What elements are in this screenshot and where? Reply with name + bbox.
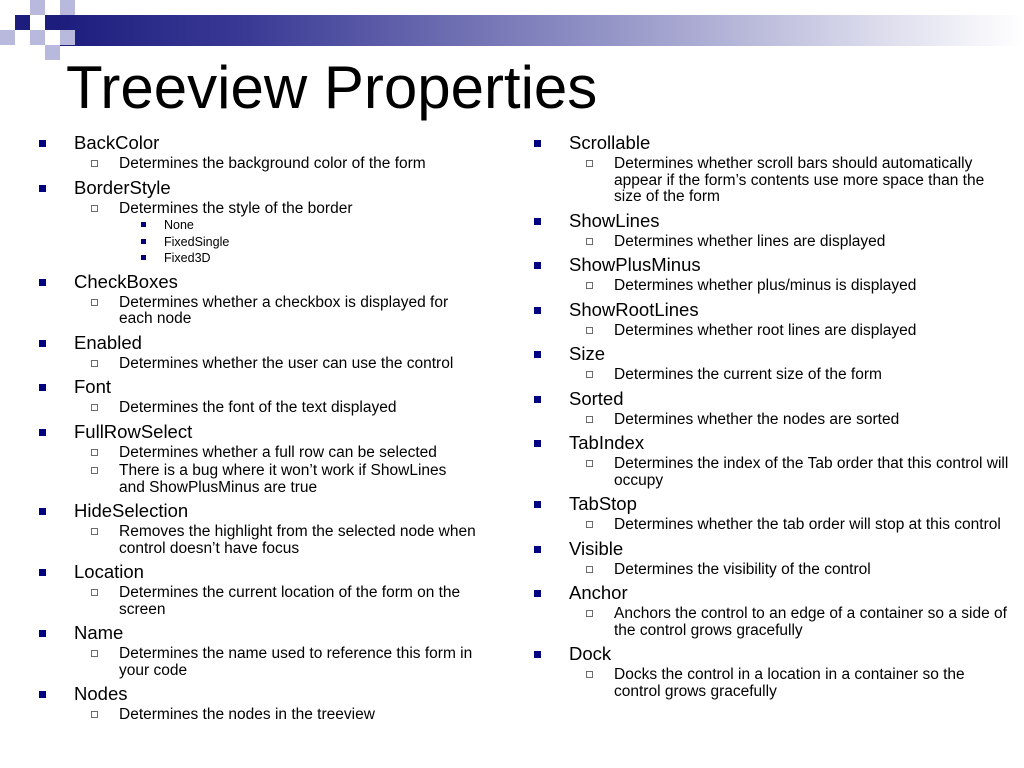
hollow-square-bullet-icon	[586, 371, 593, 378]
hollow-square-bullet-icon	[91, 360, 98, 367]
property-description-row	[74, 707, 476, 724]
hollow-square-bullet-icon	[586, 460, 593, 467]
property-description-row	[74, 156, 476, 173]
property-item	[531, 343, 1011, 384]
property-description-row	[569, 234, 1011, 251]
property-row	[74, 500, 476, 522]
square-bullet-icon	[39, 569, 46, 576]
property-name: CheckBoxes	[74, 270, 178, 292]
property-row	[74, 177, 476, 199]
property-description-row	[569, 323, 1011, 340]
square-bullet-icon	[39, 140, 46, 147]
property-item	[531, 493, 1011, 534]
property-option-row	[74, 217, 476, 234]
property-description-row	[569, 367, 1011, 384]
square-bullet-icon	[39, 185, 46, 192]
square-bullet-icon	[39, 429, 46, 436]
property-name: Location	[74, 561, 144, 582]
left-property-list	[36, 128, 476, 724]
square-bullet-icon	[39, 630, 46, 637]
property-item	[36, 561, 476, 618]
property-item	[36, 622, 476, 679]
property-name: Dock	[569, 643, 612, 664]
square-bullet-icon	[39, 691, 46, 698]
property-description-row	[74, 463, 476, 496]
property-item	[531, 432, 1011, 489]
property-row	[569, 388, 1011, 410]
square-bullet-icon	[39, 508, 46, 515]
property-name: Anchor	[569, 582, 628, 603]
property-name: FullRowSelect	[74, 420, 193, 442]
property-row	[569, 493, 1011, 515]
property-row	[74, 376, 476, 398]
square-bullet-icon	[534, 546, 541, 553]
property-description-row	[74, 356, 476, 373]
property-row	[569, 432, 1011, 454]
slide-title: Treeview Properties	[66, 54, 598, 121]
small-square-bullet-icon	[141, 239, 146, 244]
deco-square	[45, 45, 60, 60]
square-bullet-icon	[534, 351, 541, 358]
square-bullet-icon	[39, 340, 46, 347]
header-gradient-band	[60, 15, 1024, 46]
property-description-row	[569, 456, 1011, 489]
property-description: Docks the control in a location in a container so the control grows gracefully	[614, 666, 965, 700]
property-name: TabIndex	[569, 432, 645, 453]
property-description: Determines the name used to reference this form in your code	[119, 645, 473, 679]
property-description: Determines whether the tab order will stop at this control	[614, 516, 1001, 533]
hollow-square-bullet-icon	[586, 416, 593, 423]
property-description: Determines the index of the Tab order that this control will occupy	[614, 455, 1009, 489]
property-description: Determines whether the nodes are sorted	[614, 410, 900, 428]
property-row	[569, 643, 1011, 665]
property-row	[74, 332, 476, 354]
property-item	[531, 132, 1011, 206]
hollow-square-bullet-icon	[586, 610, 593, 617]
hollow-square-bullet-icon	[91, 404, 98, 411]
hollow-square-bullet-icon	[91, 205, 98, 212]
property-name: ShowPlusMinus	[569, 254, 701, 275]
hollow-square-bullet-icon	[91, 449, 98, 456]
property-item	[36, 421, 476, 497]
deco-square	[30, 30, 45, 45]
property-row	[74, 622, 476, 644]
property-name: HideSelection	[74, 500, 189, 521]
property-description: Determines whether a full row can be selected	[119, 443, 437, 461]
property-name: TabStop	[569, 493, 637, 514]
square-bullet-icon	[534, 307, 541, 314]
deco-square	[15, 15, 30, 30]
property-item	[36, 376, 476, 417]
hollow-square-bullet-icon	[91, 711, 98, 718]
property-row	[569, 538, 1011, 560]
property-description: Determines the nodes in the treeview	[119, 706, 375, 723]
property-row	[569, 582, 1011, 604]
property-description: There is a bug where it won’t work if ShowLines and ShowPlusMinus are true	[119, 462, 447, 496]
hollow-square-bullet-icon	[586, 238, 593, 245]
property-row	[569, 132, 1011, 154]
property-description: Removes the highlight from the selected node when control doesn’t have focus	[119, 523, 476, 557]
property-description: Determines the font of the text displayed	[119, 399, 397, 416]
property-name: Scrollable	[569, 132, 651, 153]
property-name: ShowRootLines	[569, 298, 699, 320]
property-name: BackColor	[74, 132, 160, 153]
hollow-square-bullet-icon	[91, 589, 98, 596]
hollow-square-bullet-icon	[586, 327, 593, 334]
property-name: ShowLines	[569, 209, 660, 231]
hollow-square-bullet-icon	[91, 467, 98, 474]
property-description: Determines whether plus/minus is displayed	[614, 277, 917, 294]
property-description: Determines whether scroll bars should automatically appear if the form’s contents use more space than the size of the form	[614, 155, 985, 205]
property-item	[531, 254, 1011, 295]
property-name: Size	[569, 343, 605, 364]
property-name: Sorted	[569, 387, 624, 409]
property-option: None	[164, 218, 194, 232]
property-description: Determines the current location of the form on the screen	[119, 584, 461, 618]
property-description-row	[74, 646, 476, 679]
property-row	[569, 210, 1011, 232]
hollow-square-bullet-icon	[586, 566, 593, 573]
property-item	[531, 643, 1011, 700]
property-description: Anchors the control to an edge of a container so a side of the control grows gracefully	[614, 605, 1007, 639]
property-option: FixedSingle	[164, 234, 230, 249]
property-description: Determines the style of the border	[119, 199, 353, 217]
property-description: Determines the background color of the form	[119, 155, 426, 172]
square-bullet-icon	[39, 384, 46, 391]
property-row	[74, 561, 476, 583]
property-row	[569, 299, 1011, 321]
hollow-square-bullet-icon	[91, 650, 98, 657]
property-row	[569, 343, 1011, 365]
right-property-list	[531, 128, 1011, 700]
square-bullet-icon	[534, 440, 541, 447]
deco-square	[60, 30, 75, 45]
deco-square	[60, 0, 75, 15]
property-description-row	[569, 278, 1011, 295]
property-name: Font	[74, 376, 112, 397]
deco-square	[45, 15, 60, 30]
property-row	[74, 683, 476, 705]
property-item	[531, 299, 1011, 340]
square-bullet-icon	[534, 501, 541, 508]
property-row	[74, 421, 476, 443]
property-name: Visible	[569, 537, 624, 559]
property-description: Determines the current size of the form	[614, 366, 882, 383]
property-description-row	[569, 667, 1011, 700]
property-description-row	[74, 524, 476, 557]
property-item	[531, 582, 1011, 639]
square-bullet-icon	[534, 396, 541, 403]
hollow-square-bullet-icon	[586, 160, 593, 167]
square-bullet-icon	[534, 651, 541, 658]
property-row	[569, 254, 1011, 276]
property-name: Enabled	[74, 331, 142, 353]
square-bullet-icon	[534, 218, 541, 225]
property-item	[531, 210, 1011, 251]
property-description: Determines whether root lines are displayed	[614, 321, 917, 339]
property-item	[36, 271, 476, 328]
property-option: Fixed3D	[164, 251, 211, 265]
property-description-row	[569, 562, 1011, 579]
property-description-row	[74, 585, 476, 618]
property-item	[531, 388, 1011, 429]
property-description-row	[74, 295, 476, 328]
square-bullet-icon	[39, 279, 46, 286]
hollow-square-bullet-icon	[91, 528, 98, 535]
property-description: Determines whether a checkbox is displayed for each node	[119, 293, 449, 327]
deco-square	[30, 0, 45, 15]
property-item	[36, 332, 476, 373]
hollow-square-bullet-icon	[586, 282, 593, 289]
hollow-square-bullet-icon	[91, 160, 98, 167]
property-name: Nodes	[74, 683, 128, 704]
property-row	[74, 271, 476, 293]
property-description-row	[74, 400, 476, 417]
property-item	[36, 500, 476, 557]
property-item	[36, 177, 476, 267]
property-description-row	[74, 445, 476, 462]
property-description: Determines whether the user can use the control	[119, 354, 454, 372]
property-description: Determines whether lines are displayed	[614, 232, 886, 250]
property-row	[74, 132, 476, 154]
hollow-square-bullet-icon	[586, 671, 593, 678]
property-name: BorderStyle	[74, 176, 171, 198]
property-description-row	[74, 201, 476, 218]
small-square-bullet-icon	[141, 255, 146, 260]
deco-square	[0, 30, 15, 45]
hollow-square-bullet-icon	[586, 521, 593, 528]
property-name: Name	[74, 622, 124, 643]
property-item	[36, 683, 476, 724]
hollow-square-bullet-icon	[91, 299, 98, 306]
property-description-row	[569, 156, 1011, 206]
square-bullet-icon	[534, 262, 541, 269]
property-description-row	[569, 606, 1011, 639]
square-bullet-icon	[534, 590, 541, 597]
property-option-row	[74, 250, 476, 267]
property-item	[531, 538, 1011, 579]
property-description-row	[569, 412, 1011, 429]
square-bullet-icon	[534, 140, 541, 147]
property-description-row	[569, 517, 1011, 534]
small-square-bullet-icon	[141, 222, 146, 227]
property-option-row	[74, 234, 476, 251]
property-item	[36, 132, 476, 173]
property-description: Determines the visibility of the control	[614, 560, 871, 578]
